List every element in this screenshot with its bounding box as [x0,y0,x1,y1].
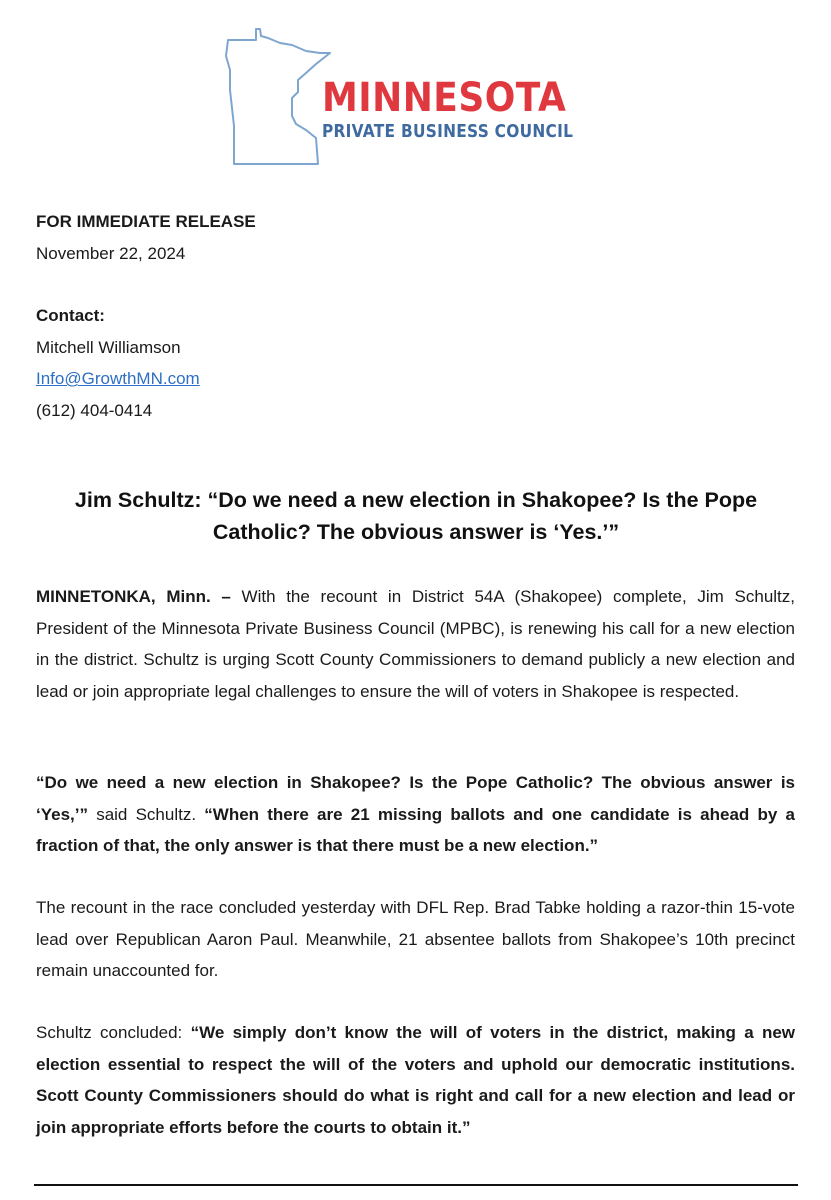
contact-block [36,300,200,426]
mpbc-logo [222,26,602,171]
paragraph-1-text: With the recount in District 54A (Shakopee) complete, Jim Schultz, President of the Minnesota Private Business Council (MPBC), is renewing his call for a new election in the district. Schultz is urging Scott County Commissioners to demand publicly a new election and lead or join appropriate legal challenges to ensure the will of voters in Shakopee is respected. [36,587,795,701]
paragraph-3: The recount in the race concluded yesterday with DFL Rep. Brad Tabke holding a razor-thin 15-vote lead over Republican Aaron Paul. Meanwhile, 21 absentee ballots from Shakopee’s 10th precinct remain unaccounted for. [36,898,795,980]
headline: Jim Schultz: “Do we need a new election in Shakopee? Is the Pope Catholic? The obvious answer is ‘Yes.’” [74,488,758,544]
paragraph-4-intro: Schultz concluded: [36,1023,191,1042]
dateline: MINNETONKA, Minn. – [36,587,231,606]
contact-label: Contact: [36,306,105,325]
quote-3: “We simply don’t know the will of voters in the district, making a new election essential to respect the will of the voters and uphold our democratic institutions. Scott County Commissioners should do what is right and call for a new election and lead or join appropriate efforts before the courts to obtain it.” [36,1023,796,1137]
paragraph-1 [36,581,795,707]
contact-email-link[interactable]: Info@GrowthMN.com [36,369,200,388]
contact-name: Mitchell Williamson [36,337,181,357]
release-date: November 22, 2024 [36,243,186,263]
paragraph-2 [36,767,795,862]
bottom-divider [34,1184,798,1186]
release-label: FOR IMMEDIATE RELEASE [36,212,256,231]
contact-phone: (612) 404-0414 [36,400,153,420]
logo-subtitle: PRIVATE BUSINESS COUNCIL [322,122,574,142]
quote-1: “Do we need a new election in Shakopee? Is the Pope Catholic? The obvious answer is ‘Yes,’” [36,773,795,824]
logo-title: MINNESOTA [322,75,567,121]
release-block [36,206,256,269]
quote-2: “When there are 21 missing ballots and one candidate is ahead by a fraction of that, the only answer is that there must be a new election.” [36,804,795,855]
attribution: said Schultz. [87,804,205,824]
minnesota-map-icon [222,26,332,171]
paragraph-4 [36,1017,795,1143]
